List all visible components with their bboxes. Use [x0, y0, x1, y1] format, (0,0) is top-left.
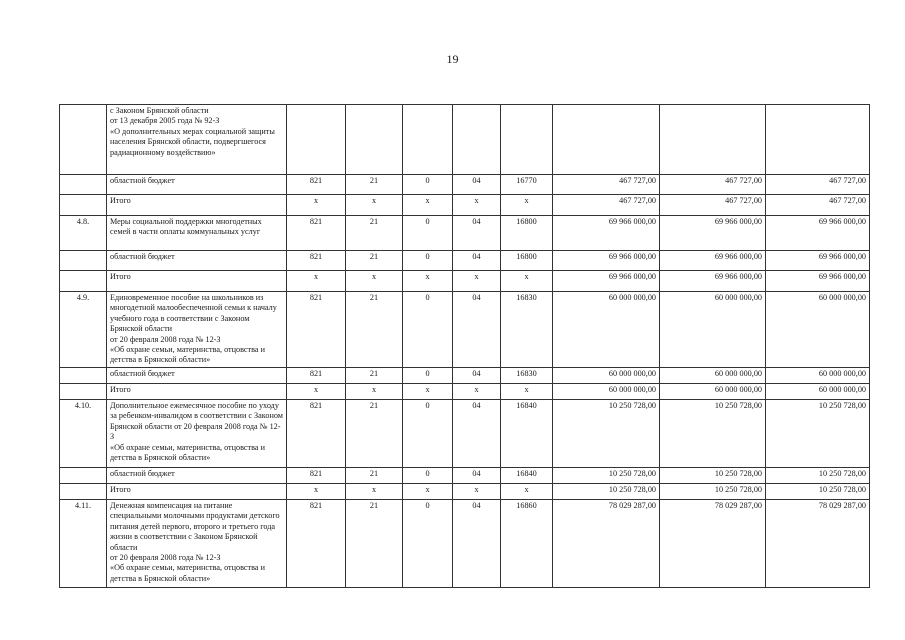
row-number [60, 368, 107, 384]
code-section: 21 [346, 216, 403, 251]
code-ministry: х [287, 271, 346, 292]
code-item: 16800 [501, 251, 553, 271]
table-row [60, 292, 870, 368]
code-subsection: х [403, 384, 453, 400]
row-name: Денежная компенсация на питание специальными молочными продуктами детского питания детей первого, второго и третьего года жизни в соответствии с Законом Брянской области от 20 февраля 2008 года № 12-З «Об охране семьи, материнства, отцовства и детства в Брянской области» [107, 500, 287, 588]
amount-year-2: 60 000 000,00 [660, 368, 766, 384]
amount-year-2: 10 250 728,00 [660, 484, 766, 500]
amount-year-3 [766, 105, 870, 175]
code-item: х [501, 384, 553, 400]
code-item: х [501, 271, 553, 292]
amount-year-2: 467 727,00 [660, 175, 766, 195]
code-subsection [403, 105, 453, 175]
amount-year-1: 467 727,00 [553, 195, 660, 216]
amount-year-1: 10 250 728,00 [553, 484, 660, 500]
code-ministry: 821 [287, 468, 346, 484]
amount-year-2: 69 966 000,00 [660, 216, 766, 251]
amount-year-3: 467 727,00 [766, 195, 870, 216]
code-subsection: 0 [403, 400, 453, 468]
code-ministry: х [287, 195, 346, 216]
code-section: х [346, 195, 403, 216]
code-ministry [287, 105, 346, 175]
amount-year-1: 10 250 728,00 [553, 468, 660, 484]
code-item: 16860 [501, 500, 553, 588]
table-row [60, 400, 870, 468]
table-row [60, 468, 870, 484]
code-item: 16830 [501, 292, 553, 368]
row-name: Единовременное пособие на школьников из многодетной малообеспеченной семьи к началу учебного года в соответствии с Законом Брянской области от 20 февраля 2008 года № 12-З «Об охране семьи, материнства, отцовства и детства в Брянской области» [107, 292, 287, 368]
amount-year-2: 10 250 728,00 [660, 468, 766, 484]
code-ministry: 821 [287, 292, 346, 368]
code-ministry: 821 [287, 251, 346, 271]
amount-year-3: 10 250 728,00 [766, 468, 870, 484]
amount-year-2: 60 000 000,00 [660, 384, 766, 400]
row-name: областной бюджет [107, 175, 287, 195]
code-ministry: х [287, 484, 346, 500]
code-section: х [346, 484, 403, 500]
row-name: с Законом Брянской области от 13 декабря 2005 года № 92-З «О дополнительных мерах социальной защиты населения Брянской области, подвергшегося радиационному воздействию» [107, 105, 287, 175]
code-subsection: х [403, 484, 453, 500]
row-number: 4.8. [60, 216, 107, 251]
code-program: х [453, 484, 501, 500]
amount-year-2: 60 000 000,00 [660, 292, 766, 368]
code-section: 21 [346, 468, 403, 484]
amount-year-3: 10 250 728,00 [766, 400, 870, 468]
row-name: Дополнительное ежемесячное пособие по уходу за ребенком-инвалидом в соответствии с Законом Брянской области от 20 февраля 2008 года № 12-З «Об охране семьи, материнства, отцовства и детства в Брянской области» [107, 400, 287, 468]
code-item: 16770 [501, 175, 553, 195]
row-number [60, 105, 107, 175]
code-program: х [453, 195, 501, 216]
code-subsection: х [403, 271, 453, 292]
budget-table [59, 104, 870, 588]
code-section: х [346, 271, 403, 292]
row-number [60, 484, 107, 500]
table-row [60, 500, 870, 588]
code-program: х [453, 384, 501, 400]
code-item: 16840 [501, 400, 553, 468]
code-subsection: 0 [403, 175, 453, 195]
amount-year-1: 60 000 000,00 [553, 368, 660, 384]
row-number [60, 175, 107, 195]
code-section: 21 [346, 400, 403, 468]
code-section [346, 105, 403, 175]
amount-year-2: 69 966 000,00 [660, 251, 766, 271]
amount-year-1: 467 727,00 [553, 175, 660, 195]
row-number [60, 384, 107, 400]
amount-year-1: 60 000 000,00 [553, 292, 660, 368]
code-ministry: 821 [287, 216, 346, 251]
amount-year-1: 69 966 000,00 [553, 271, 660, 292]
code-section: 21 [346, 292, 403, 368]
row-number: 4.9. [60, 292, 107, 368]
amount-year-1 [553, 105, 660, 175]
amount-year-1: 10 250 728,00 [553, 400, 660, 468]
table-row [60, 216, 870, 251]
amount-year-3: 69 966 000,00 [766, 251, 870, 271]
code-program: 04 [453, 292, 501, 368]
table-row [60, 175, 870, 195]
row-name: областной бюджет [107, 468, 287, 484]
code-subsection: 0 [403, 292, 453, 368]
row-name: Меры социальной поддержки многодетных семей в части оплаты коммунальных услуг [107, 216, 287, 251]
amount-year-1: 60 000 000,00 [553, 384, 660, 400]
code-item: 16830 [501, 368, 553, 384]
code-ministry: 821 [287, 368, 346, 384]
row-number [60, 468, 107, 484]
row-number [60, 271, 107, 292]
code-item: 16840 [501, 468, 553, 484]
code-subsection: 0 [403, 368, 453, 384]
code-section: 21 [346, 175, 403, 195]
code-ministry: 821 [287, 175, 346, 195]
row-number: 4.10. [60, 400, 107, 468]
table-body [60, 105, 870, 588]
code-item: 16800 [501, 216, 553, 251]
code-program: 04 [453, 500, 501, 588]
table-row [60, 271, 870, 292]
table-row [60, 384, 870, 400]
amount-year-2: 10 250 728,00 [660, 400, 766, 468]
amount-year-2: 78 029 287,00 [660, 500, 766, 588]
page-number: 19 [446, 52, 459, 66]
code-item [501, 105, 553, 175]
code-program [453, 105, 501, 175]
amount-year-1: 78 029 287,00 [553, 500, 660, 588]
code-program: 04 [453, 368, 501, 384]
code-item: х [501, 195, 553, 216]
code-subsection: 0 [403, 251, 453, 271]
code-section: х [346, 384, 403, 400]
amount-year-3: 60 000 000,00 [766, 292, 870, 368]
row-number [60, 195, 107, 216]
code-program: 04 [453, 468, 501, 484]
row-number: 4.11. [60, 500, 107, 588]
row-name: Итого [107, 271, 287, 292]
table-row [60, 368, 870, 384]
row-name: областной бюджет [107, 251, 287, 271]
amount-year-2: 467 727,00 [660, 195, 766, 216]
amount-year-3: 10 250 728,00 [766, 484, 870, 500]
amount-year-3: 467 727,00 [766, 175, 870, 195]
row-name: областной бюджет [107, 368, 287, 384]
amount-year-2 [660, 105, 766, 175]
code-section: 21 [346, 500, 403, 588]
code-subsection: 0 [403, 500, 453, 588]
code-subsection: 0 [403, 216, 453, 251]
row-name: Итого [107, 195, 287, 216]
row-number [60, 251, 107, 271]
table-row [60, 484, 870, 500]
amount-year-3: 60 000 000,00 [766, 368, 870, 384]
code-program: 04 [453, 251, 501, 271]
code-subsection: х [403, 195, 453, 216]
code-ministry: 821 [287, 500, 346, 588]
code-program: х [453, 271, 501, 292]
amount-year-2: 69 966 000,00 [660, 271, 766, 292]
code-ministry: 821 [287, 400, 346, 468]
amount-year-1: 69 966 000,00 [553, 216, 660, 251]
table-row [60, 195, 870, 216]
row-name: Итого [107, 384, 287, 400]
row-name: Итого [107, 484, 287, 500]
table-row [60, 105, 870, 175]
code-section: 21 [346, 251, 403, 271]
amount-year-3: 69 966 000,00 [766, 271, 870, 292]
table-row [60, 251, 870, 271]
amount-year-3: 78 029 287,00 [766, 500, 870, 588]
code-ministry: х [287, 384, 346, 400]
code-program: 04 [453, 400, 501, 468]
code-section: 21 [346, 368, 403, 384]
code-program: 04 [453, 216, 501, 251]
code-subsection: 0 [403, 468, 453, 484]
amount-year-3: 69 966 000,00 [766, 216, 870, 251]
amount-year-3: 60 000 000,00 [766, 384, 870, 400]
amount-year-1: 69 966 000,00 [553, 251, 660, 271]
code-program: 04 [453, 175, 501, 195]
code-item: х [501, 484, 553, 500]
